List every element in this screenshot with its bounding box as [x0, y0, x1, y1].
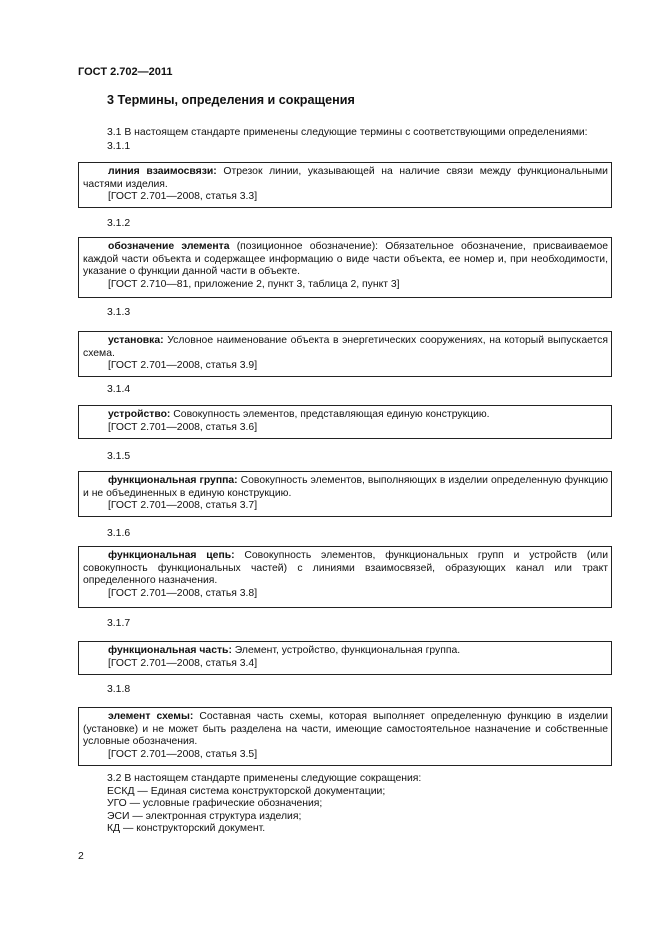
term-text: Условное наименование объекта в энергетических сооружениях, на который выпускается схема.: [83, 335, 608, 359]
term-box: [78, 546, 612, 608]
term-reference: [ГОСТ 2.701—2008, статья 3.7]: [108, 500, 258, 512]
term-extra: (позиционное обозначение):: [229, 241, 379, 252]
term-number: 3.1.8: [107, 684, 131, 695]
abbreviations-intro: 3.2 В настоящем стандарте применены следующие сокращения:: [107, 773, 422, 784]
abbreviation-item: УГО — условные графические обозначения;: [107, 798, 323, 810]
term-reference: [ГОСТ 2.701—2008, статья 3.3]: [108, 191, 258, 203]
abbreviation-item: ЕСКД — Единая система конструкторской документации;: [107, 785, 386, 797]
term-number: 3.1.7: [107, 618, 131, 629]
term-reference: [ГОСТ 2.701—2008, статья 3.9]: [108, 360, 258, 372]
term-box: [78, 641, 612, 675]
term-definition: [83, 711, 608, 749]
page-number: 2: [78, 851, 84, 862]
section-title: 3 Термины, определения и сокращения: [107, 93, 355, 107]
term-name: функциональная группа:: [108, 475, 238, 486]
term-reference: [ГОСТ 2.701—2008, статья 3.8]: [108, 587, 258, 599]
term-definition: [83, 166, 608, 191]
term-text: Элемент, устройство, функциональная группа.: [231, 645, 461, 656]
term-box: [78, 331, 612, 377]
term-number: 3.1.3: [107, 307, 131, 318]
term-definition: [83, 475, 608, 500]
term-definition: [83, 335, 608, 360]
term-name: обозначение элемента: [108, 241, 230, 252]
term-reference: [ГОСТ 2.701—2008, статья 3.5]: [108, 748, 258, 760]
term-number: 3.1.1: [107, 141, 131, 152]
term-number: 3.1.4: [107, 384, 131, 395]
term-definition: [83, 241, 608, 279]
term-reference: [ГОСТ 2.710—81, приложение 2, пункт 3, таблица 2, пункт 3]: [108, 278, 400, 290]
term-name: установка:: [108, 335, 164, 346]
term-box: [78, 405, 612, 439]
term-name: элемент схемы:: [108, 711, 194, 722]
term-definition: [83, 409, 608, 422]
term-definition: [83, 645, 608, 658]
term-text: Совокупность элементов, представляющая единую конструкцию.: [170, 409, 490, 420]
term-number: 3.1.6: [107, 528, 131, 539]
term-text: Совокупность элементов, выполняющих в изделии определенную функцию и не объединенных в единую конструкцию.: [83, 475, 608, 499]
term-box: [78, 707, 612, 766]
term-box: [78, 162, 612, 208]
term-name: функциональная цепь:: [108, 550, 235, 561]
term-text: Совокупность элементов, функциональных групп и устройств (или совокупность функциональных частей) с линиями взаимосвязей, образующих канал или тракт определенного назначения.: [83, 550, 608, 587]
term-box: [78, 471, 612, 517]
terms-intro: 3.1 В настоящем стандарте применены следующие термины с соответствующими определениями:: [107, 127, 588, 138]
term-number: 3.1.5: [107, 451, 131, 462]
abbreviation-item: ЭСИ — электронная структура изделия;: [107, 810, 302, 822]
term-text: Отрезок линии, указывающей на наличие связи между функциональными частями изделия.: [83, 166, 608, 190]
abbreviations-section: [107, 773, 421, 836]
document-code-header: ГОСТ 2.702—2011: [78, 66, 173, 78]
term-reference: [ГОСТ 2.701—2008, статья 3.4]: [108, 657, 258, 669]
term-box: [78, 237, 612, 298]
term-definition: [83, 550, 608, 588]
term-text: Составная часть схемы, которая выполняет определенную функцию в изделии (установке) и не может быть разделена на части, имеющие самостоятельное назначение и собственные условные обозначения.: [83, 711, 609, 748]
term-name: линия взаимосвязи:: [108, 166, 217, 177]
abbreviation-item: КД — конструкторский документ.: [107, 823, 266, 835]
term-number: 3.1.2: [107, 218, 131, 229]
term-text: Обязательное обозначение, присваиваемое каждой части объекта и содержащее информацию о виде части объекта, ее номер и, при необходимости, указание о функции данной части в объекте.: [83, 241, 608, 278]
term-name: функциональная часть:: [108, 645, 232, 656]
term-name: устройство:: [108, 409, 171, 420]
term-reference: [ГОСТ 2.701—2008, статья 3.6]: [108, 421, 258, 433]
